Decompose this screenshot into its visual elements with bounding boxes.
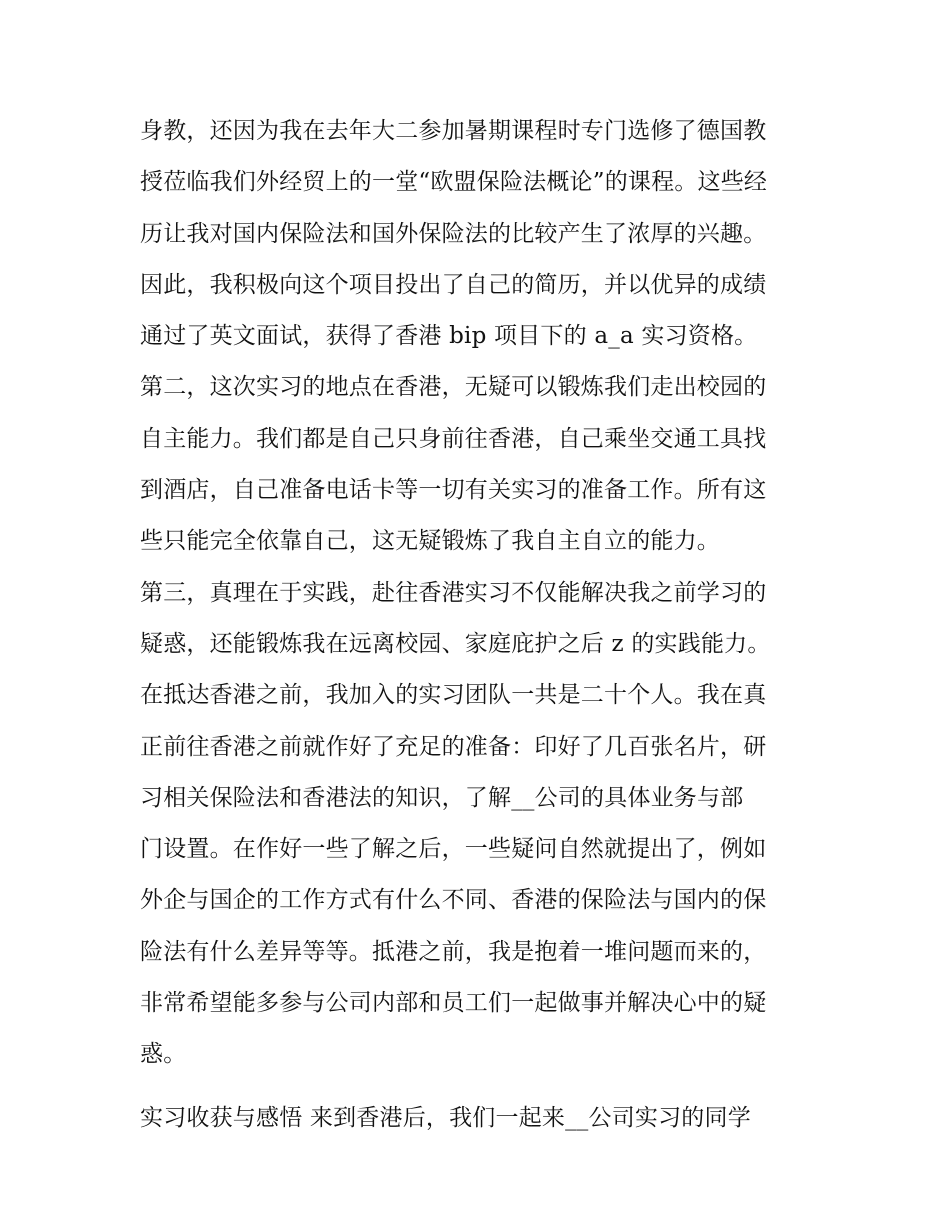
text-line: 在抵达香港之前，我加入的实习团队一共是二十个人。我在真 — [140, 682, 767, 709]
section-heading-line: 实习收获与感悟 来到香港后，我们一起来__公司实习的同学 — [140, 1104, 751, 1131]
text-line: 门设置。在作好一些了解之后，一些疑问自然就提出了，例如 — [140, 836, 767, 863]
text-line: 第三，真理在于实践，赴往香港实习不仅能解决我之前学习的 — [140, 579, 767, 606]
text-line: 第二，这次实习的地点在香港，无疑可以锻炼我们走出校园的 — [140, 374, 767, 401]
text-line: 险法有什么差异等等。抵港之前，我是抱着一堆问题而来的， — [140, 938, 767, 965]
text-line: 正前往香港之前就作好了充足的准备：印好了几百张名片，研 — [140, 733, 767, 760]
text-line: 疑惑，还能锻炼我在远离校园、家庭庇护之后 z 的实践能力。 — [140, 630, 771, 657]
text-line: 到酒店，自己准备电话卡等一切有关实习的准备工作。所有这 — [140, 477, 767, 504]
text-line: 身教，还因为我在去年大二参加暑期课程时专门选修了德国教 — [140, 118, 767, 144]
text-line: 非常希望能多参与公司内部和员工们一起做事并解决心中的疑 — [140, 990, 767, 1017]
text-line: 授莅临我们外经贸上的一堂“欧盟保险法概论”的课程。这些经 — [140, 169, 768, 196]
text-line: 历让我对国内保险法和国外保险法的比较产生了浓厚的兴趣。 — [140, 220, 767, 247]
text-line: 外企与国企的工作方式有什么不同、香港的保险法与国内的保 — [140, 887, 767, 914]
text-line: 因此，我积极向这个项目投出了自己的简历，并以优异的成绩 — [140, 271, 767, 298]
text-line: 习相关保险法和香港法的知识，了解__公司的具体业务与部 — [140, 784, 744, 811]
text-line: 通过了英文面试，获得了香港 bip 项目下的 a_a 实习资格。 — [140, 323, 758, 350]
text-line: 自主能力。我们都是自己只身前往香港，自己乘坐交通工具找 — [140, 425, 767, 452]
text-line: 些只能完全依靠自己，这无疑锻炼了我自主自立的能力。 — [140, 528, 720, 555]
body-text — [140, 106, 820, 1144]
text-line: 惑。 — [140, 1041, 187, 1068]
